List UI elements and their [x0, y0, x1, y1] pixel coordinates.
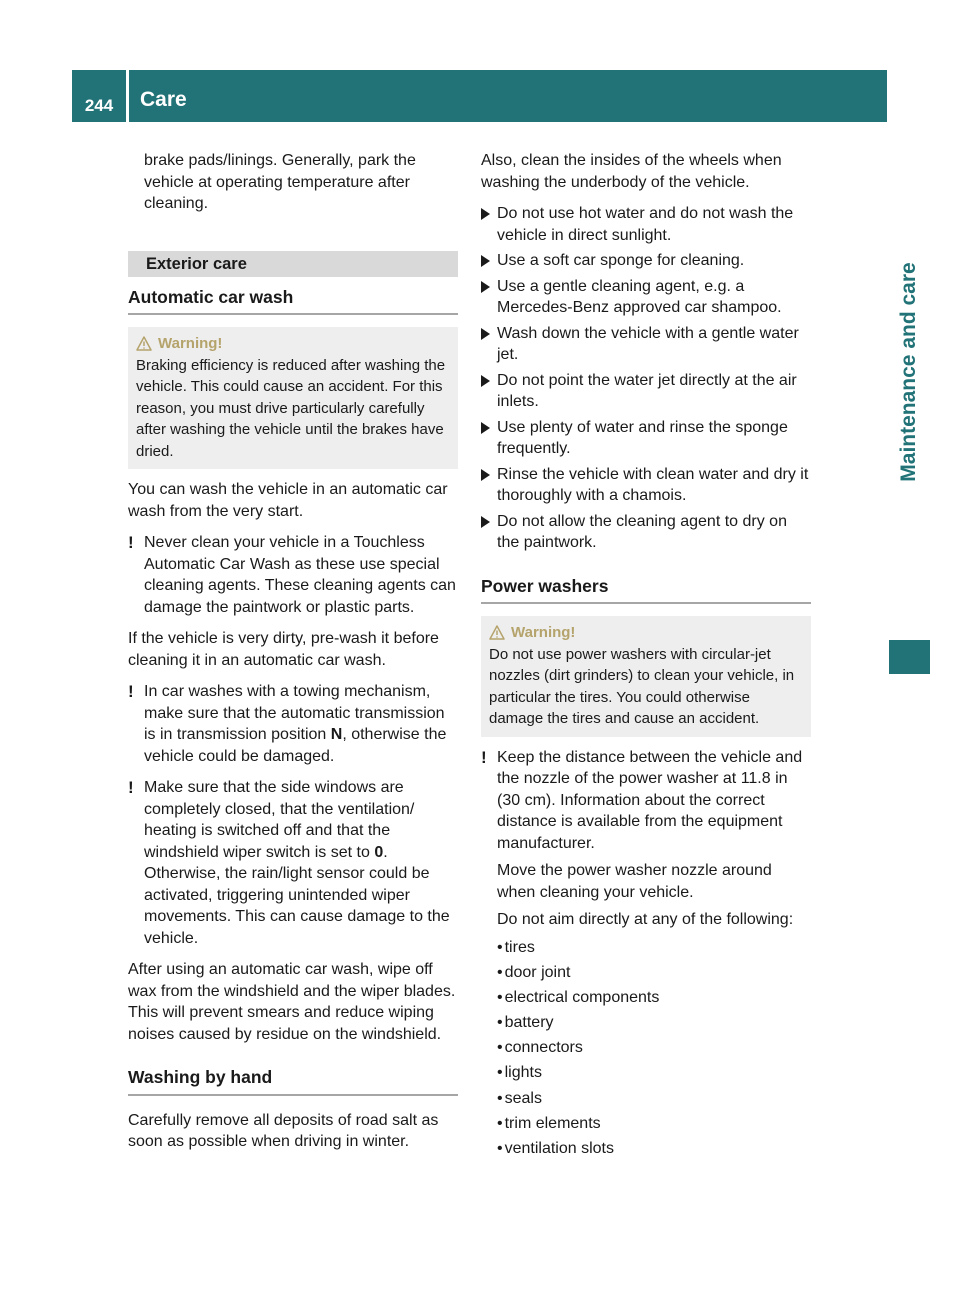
step-arrow-icon	[481, 255, 490, 267]
step-item: Wash down the vehicle with a gentle water jet.	[481, 323, 811, 366]
warning-box	[128, 327, 458, 469]
list-item: • door joint	[497, 962, 811, 984]
paragraph: Move the power washer nozzle around when cleaning your vehicle.	[497, 862, 772, 901]
step-arrow-icon	[481, 208, 490, 220]
warning-title-text: Warning!	[158, 335, 223, 352]
note	[128, 777, 458, 949]
left-column	[128, 150, 458, 1163]
warning-title	[136, 333, 450, 355]
warning-title-text: Warning!	[511, 624, 576, 641]
intro-paragraph: brake pads/linings. Generally, park the vehicle at operating temperature after cleaning.	[144, 152, 416, 212]
subheading-power-washers: Power washers	[481, 576, 811, 605]
step-arrow-icon	[481, 469, 490, 481]
warning-text: Do not use power washers with circular-jet nozzles (dirt grinders) to clean your vehicle, in particular the tires. You could otherwise damage the tires and cause an accident.	[489, 645, 795, 727]
list-item: • seals	[497, 1088, 811, 1110]
header-bar	[72, 70, 887, 122]
note-text: Make sure that the side windows are completely closed, that the ventilation/ heating is switched off and that the windshield wiper switch is set to	[144, 779, 415, 861]
step-item: Do not allow the cleaning agent to dry on the paintwork.	[481, 511, 811, 554]
note-text: Never clean your vehicle in a Touchless Automatic Car Wash as these use special cleaning agents. These cleaning agents can damage the paintwork or plastic parts.	[144, 534, 456, 616]
paragraph: Also, clean the insides of the wheels when washing the underbody of the vehicle.	[481, 152, 782, 191]
warning-triangle-icon	[489, 625, 505, 640]
list-item: • trim elements	[497, 1113, 811, 1135]
list-item: • battery	[497, 1012, 811, 1034]
step-list	[481, 203, 811, 554]
step-arrow-icon	[481, 422, 490, 434]
paragraph: Do not aim directly at any of the following:	[497, 911, 794, 928]
note-text: Keep the distance between the vehicle and the nozzle of the power washer at 11.8 in (30 cm). Information about the correct distance is available from the equipment manufacturer.	[497, 748, 803, 852]
note	[481, 747, 811, 855]
warning-box	[481, 616, 811, 737]
right-column	[481, 150, 811, 1163]
side-tab-marker	[889, 640, 930, 674]
step-arrow-icon	[481, 281, 490, 293]
note	[128, 532, 458, 618]
header-divider	[126, 70, 129, 122]
wiper-switch-position: 0	[374, 843, 384, 861]
section-heading: Exterior care	[128, 251, 458, 277]
step-item: Use a gentle cleaning agent, e.g. a Mercedes-Benz approved car shampoo.	[481, 276, 811, 319]
exclamation-icon: !	[481, 747, 487, 767]
page-title: Care	[140, 88, 187, 111]
step-arrow-icon	[481, 375, 490, 387]
warning-title	[489, 622, 803, 644]
step-item: Use plenty of water and rinse the sponge frequently.	[481, 417, 811, 460]
step-item: Do not point the water jet directly at the air inlets.	[481, 370, 811, 413]
step-item: Do not use hot water and do not wash the vehicle in direct sunlight.	[481, 203, 811, 246]
list-item: • tires	[497, 937, 811, 959]
exclamation-icon: !	[128, 533, 134, 552]
list-item: • lights	[497, 1062, 811, 1084]
note-text: In car washes with a towing mechanism, make sure that the automatic transmission is in transmission position	[144, 683, 445, 743]
list-item: • connectors	[497, 1037, 811, 1059]
step-arrow-icon	[481, 328, 490, 340]
note-text: . Otherwise, the rain/light sensor could be activated, triggering unintended wiper movements. This can cause damage to the vehicle.	[144, 843, 450, 947]
side-tab-label: Maintenance and care	[897, 262, 920, 482]
subheading-automatic-car-wash: Automatic car wash	[128, 287, 458, 316]
bullet-list	[497, 937, 811, 1160]
step-arrow-icon	[481, 516, 490, 528]
paragraph: Carefully remove all deposits of road salt as soon as possible when driving in winter.	[128, 1111, 439, 1150]
note-text: , otherwise the vehicle could be damaged.	[144, 726, 447, 765]
list-item: • electrical components	[497, 987, 811, 1009]
warning-text: Braking efficiency is reduced after washing the vehicle. This could cause an accident. For this reason, you must drive particularly carefully after washing the vehicle until the brakes have dried.	[136, 356, 446, 460]
transmission-position: N	[330, 726, 343, 743]
exclamation-icon: !	[128, 682, 134, 701]
note	[128, 681, 458, 767]
paragraph: If the vehicle is very dirty, pre-wash it before cleaning it in an automatic car wash.	[128, 630, 439, 669]
subheading-washing-by-hand: Washing by hand	[128, 1067, 458, 1096]
step-item: Use a soft car sponge for cleaning.	[481, 250, 811, 272]
exclamation-icon: !	[128, 778, 134, 797]
list-item: • ventilation slots	[497, 1138, 811, 1160]
paragraph: You can wash the vehicle in an automatic car wash from the very start.	[128, 481, 448, 520]
page-number: 244	[84, 96, 114, 115]
warning-triangle-icon	[136, 336, 152, 351]
step-item: Rinse the vehicle with clean water and dry it thoroughly with a chamois.	[481, 464, 811, 507]
paragraph: After using an automatic car wash, wipe off wax from the windshield and the wiper blades. This will prevent smears and reduce wiping noises caused by residue on the windshield.	[128, 961, 456, 1043]
